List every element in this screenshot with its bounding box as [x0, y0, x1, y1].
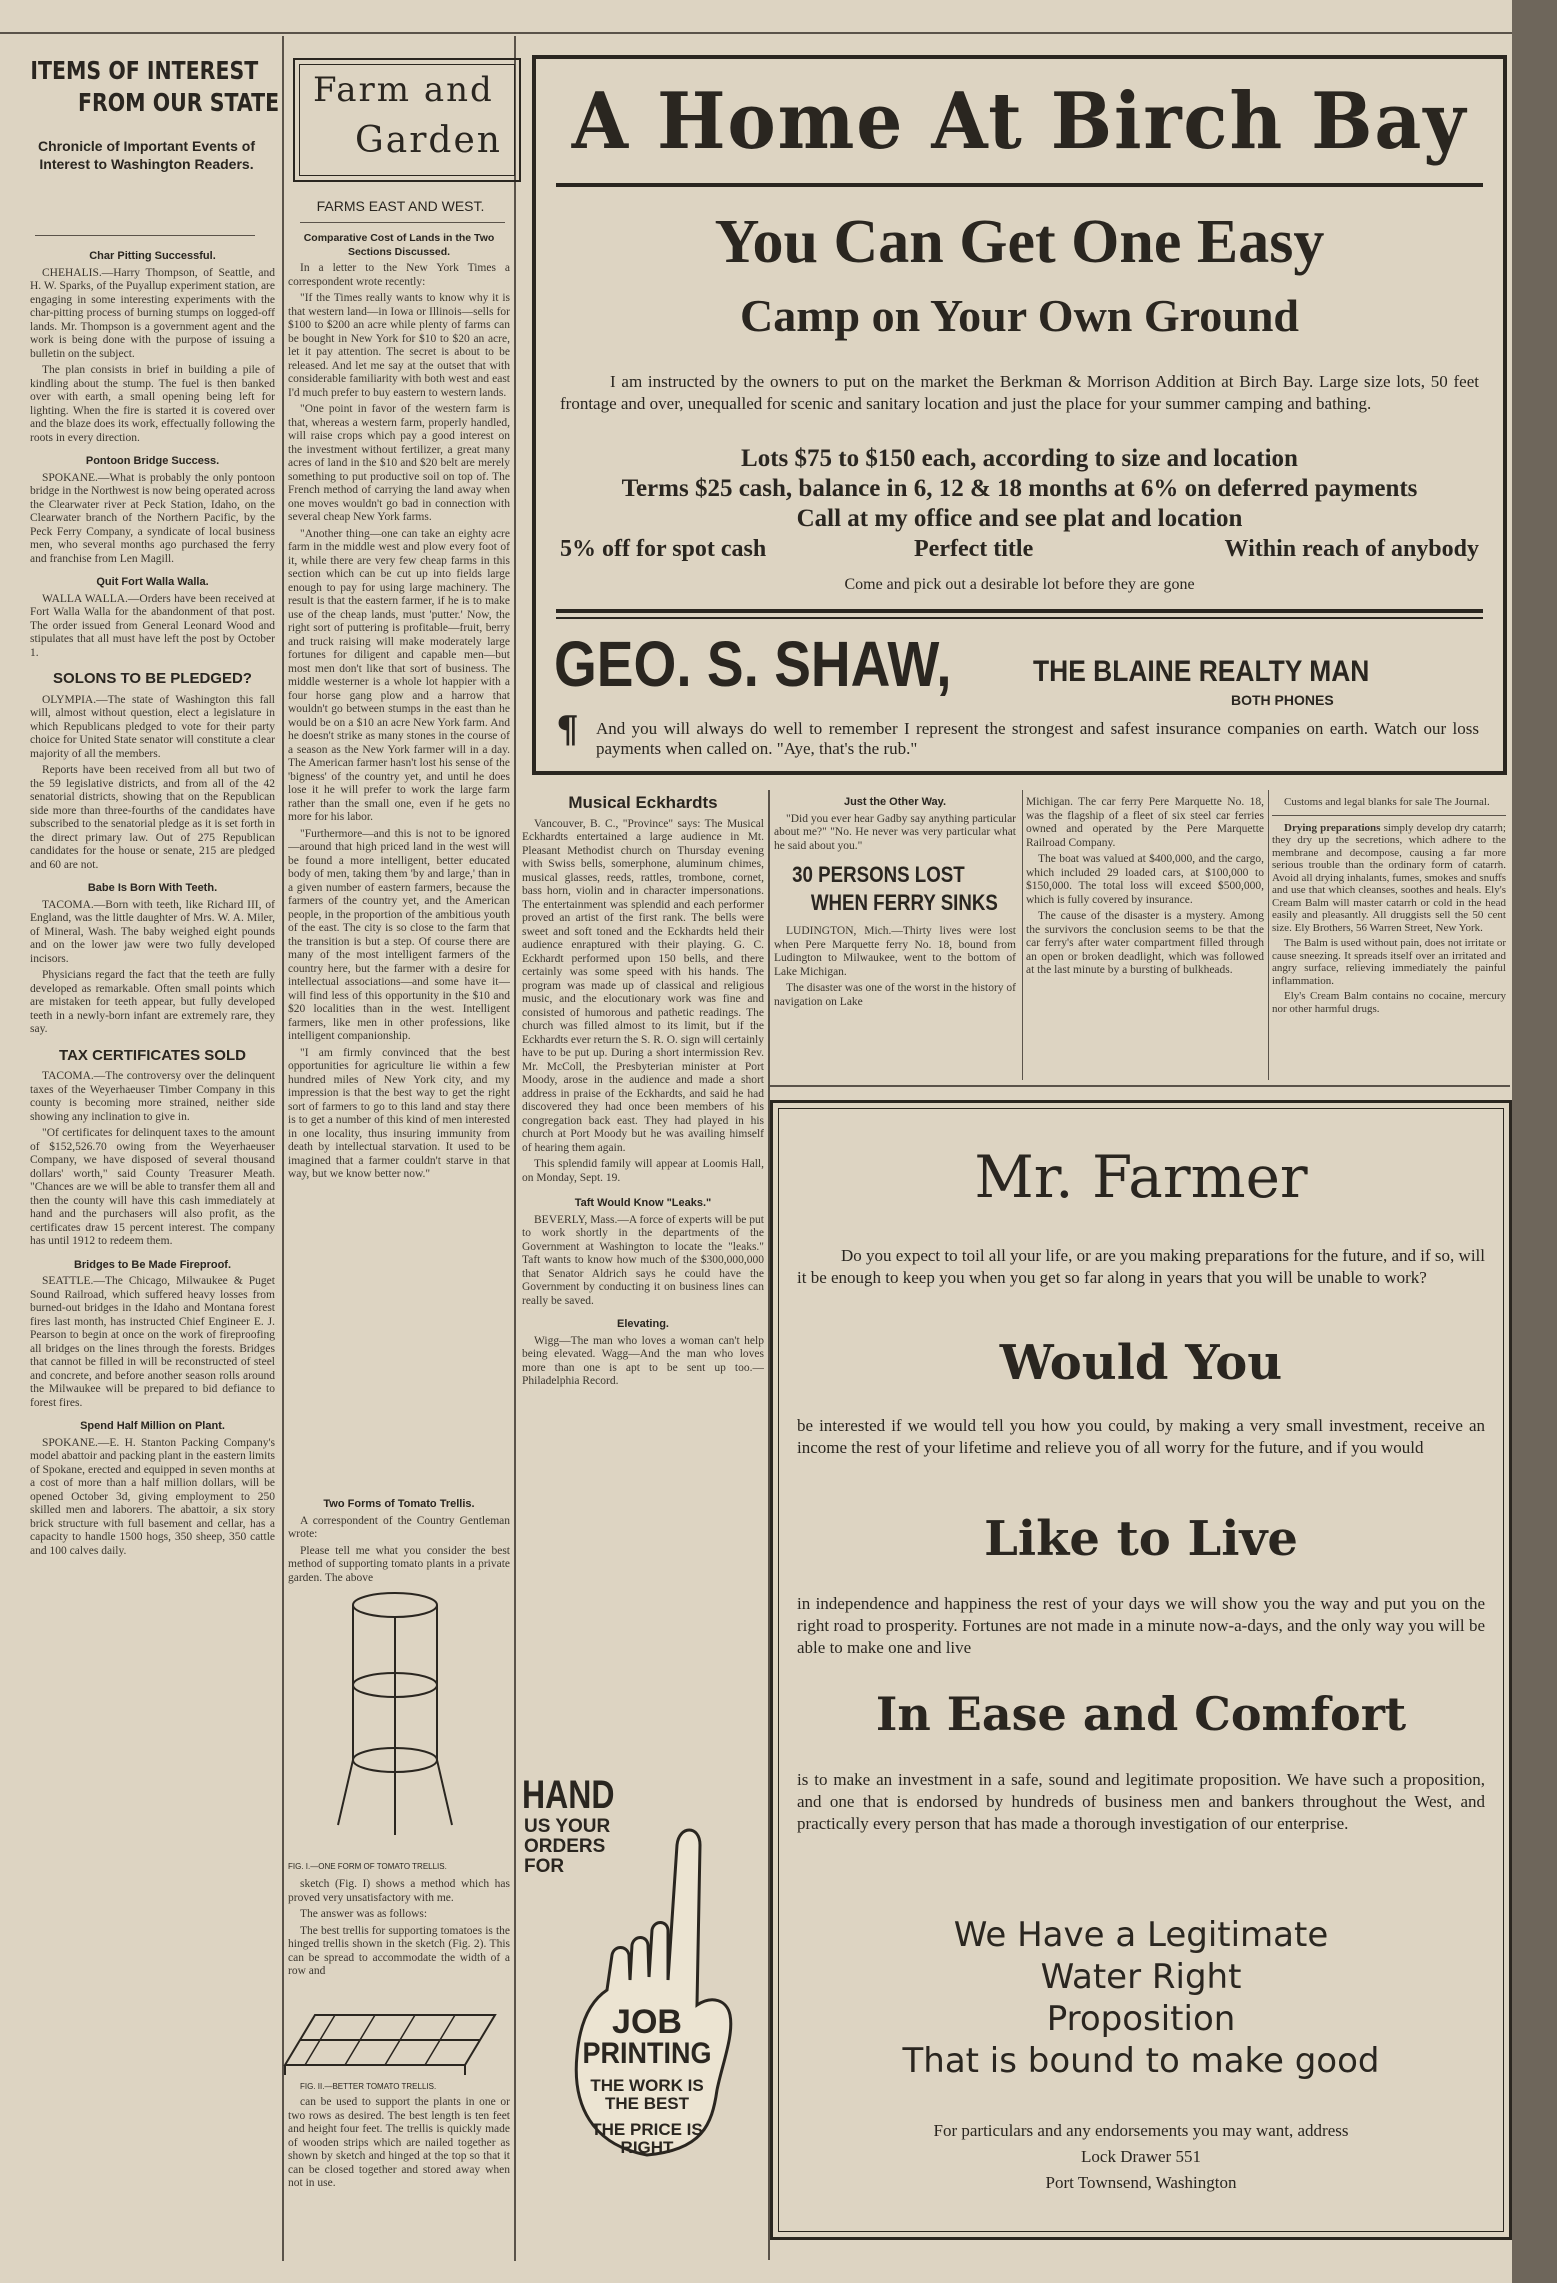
- column-rule: [1022, 790, 1023, 1080]
- article-paragraph: Please tell me what you consider the best method of supporting tomato plants in a private garden. The above: [288, 1544, 510, 1584]
- article-paragraph: The best trellis for supporting tomatoes is the hinged trellis shown in the sketch (Fig. 2). This can be spread to accommodate the width of a row and: [288, 1924, 510, 1977]
- tomato-article-end: [288, 2096, 510, 2261]
- article-paragraph: sketch (Fig. I) shows a method which has proved very unsatisfactory with me.: [288, 1878, 510, 1904]
- tomato-article-middle: [288, 1878, 510, 1998]
- article-paragraph: SPOKANE.—What is probably the only pontoon bridge in the Northwest is now being operated across the Clearwater river at Peck Station, Idaho, on the Clearwater branch of the Northern Pacific, by the Peck Ferry Company, a syndicate of local business men, who several months ago purchased the ferry and franchise from Len Magill.: [30, 471, 275, 565]
- article-paragraph: The disaster was one of the worst in the history of navigation on Lake: [774, 982, 1016, 1008]
- farmer-heading-like-to-live: Like to Live: [984, 1511, 1298, 1567]
- shaw-name: GEO. S. SHAW,: [554, 628, 952, 700]
- journal-notice: Customs and legal blanks for sale The Journal.: [1284, 796, 1490, 808]
- article-heading: Just the Other Way.: [843, 796, 947, 808]
- column-rule: [282, 36, 284, 2261]
- article-heading: Taft Would Know "Leaks.": [574, 1197, 712, 1209]
- farmer-address-3: Port Townsend, Washington: [1045, 2173, 1237, 2192]
- article-paragraph: The boat was valued at $400,000, and the cargo, which included 29 loaded cars, at $100,000 to $150,000. The total loss will exceed $500,000, which is fully covered by insurance.: [1026, 853, 1264, 906]
- article-paragraph: "If the Times really wants to know why it is that western land—in Iowa or Illinois—sells for $100 to $200 an acre while plenty of farms can be bought in New York for $10 to $20 an acre, let it pay attention. The secret is about to be released. And let me say at the outset that with considerable familiarity with both west and east I'd much prefer to buy eastern to western lands.: [288, 292, 510, 399]
- article-paragraph: The cause of the disaster is a mystery. Among the survivors the conclusion seems to be that the car ferry's after water compartment filled through an open or broken deadlight, which was followed at the last minute by a bursting of bulkheads.: [1026, 910, 1264, 976]
- hand-work-1: THE WORK IS: [590, 2076, 704, 2095]
- divider: [556, 617, 1483, 619]
- article-paragraph: SEATTLE.—The Chicago, Milwaukee & Puget Sound Railroad, which suffered heavy losses from burned-out bridges in the Idaho and Montana forest fires last month, has instructed Chief Engineer E. J. Pearson to begin at once on the work of fireproofing all bridges on the lines through the forests. Bridges that cannot be filled in will be reconstructed of steel and concrete, and before another season rolls around the Milwaukee will be prepared to bid defiance to forest fires.: [30, 1275, 275, 1409]
- divider: [556, 183, 1483, 187]
- divider: [770, 1085, 1510, 1087]
- farmer-legit-4: That is bound to make good: [902, 2041, 1380, 2081]
- article-paragraph: Wigg—The man who loves a woman can't help being elevated. Wagg—And the man who loves more than one is apt to be sent up too.—Philadelphia Record.: [522, 1334, 764, 1387]
- article-paragraph: CHEHALIS.—Harry Thompson, of Seattle, and H. W. Sparks, of the Puyallup experiment station, are engaging in some interesting experiments with the char-pitting process of burning stumps on logged-off lands. Mr. Thompson is a government agent and the work is being done with the purpose of issuing a bulletin on the subject.: [30, 266, 275, 360]
- article-paragraph: Vancouver, B. C., "Province" says: The Musical Eckhardts entertained a large audience in Mt. Pleasant Methodist church on Thursday evening with Swiss bells, somerphone, aluminum chimes, musical glasses, reeds, rattles, trombone, cornet, bass horn, violin and in character impersonations. The entertainment was splendid and each performer proved an artist of the first rank. The bells were sweet and soft toned and the Eckhardts held their audience enraptured with their playing. G. C. Eckhardt performed upon 150 bells, and there certainly was some speed with his hands. The program was made up of classical and religious music, and the elocutionary work was fine and consisted of humorous and pathetic readings. The church was filled almost to its limit, but if the Eckhardts ever return the S. R. O. sign will certainly have to be put up. During a short intermission Rev. Mr. McColl, the Presbyterian minister at Port Moody, arose in the audience and made a short address in praise of the Eckhardts, and said he had discovered they had once been members of his congregation back east. They had played in his church at Port Moody but he was availing himself of hearing them again.: [522, 817, 764, 1154]
- article-paragraph: BEVERLY, Mass.—A force of experts will be put to work shortly in the departments of the Government at Washington to locate the "leaks." Taft wants to know how much of the $300,000,000 that Senator Aldrich says he could have the Government by conducting it on business lines can really be saved.: [522, 1213, 764, 1307]
- birch-discount: 5% off for spot cash: [560, 536, 767, 562]
- state-news-subtitle: Chronicle of Important Events of Interest to Washington Readers.: [37, 138, 255, 172]
- article-heading: Bridges to Be Made Fireproof.: [73, 1258, 232, 1271]
- farmer-heading-ease: In Ease and Comfort: [875, 1687, 1407, 1741]
- state-news-title-1: ITEMS OF INTEREST: [30, 56, 259, 85]
- hand-text-4: FOR: [524, 1856, 565, 1877]
- column-2-text: [288, 226, 510, 1491]
- farmer-heading-would-you: Would You: [999, 1335, 1283, 1391]
- column-4-text: [774, 796, 1016, 1080]
- article-paragraph: A correspondent of the Country Gentleman wrote:: [288, 1514, 510, 1540]
- farmer-paragraph-1: Do you expect to toil all your life, or are you making preparations for the future, and if so, will it be enough to keep you when you get so far along in years that you will be unable to work?: [797, 1246, 1485, 1287]
- shaw-tagline: THE BLAINE REALTY MAN: [1033, 655, 1370, 688]
- article-heading: Quit Fort Walla Walla.: [96, 576, 209, 588]
- job-printing-ad: [522, 1775, 764, 2175]
- article-heading: Spend Half Million on Plant.: [80, 1420, 225, 1432]
- farmer-address-2: Lock Drawer 551: [1081, 2147, 1201, 2166]
- birch-call: Call at my office and see plat and location: [796, 505, 1243, 532]
- farm-garden-logo: [293, 58, 521, 182]
- farm-logo-line-1: Farm and: [313, 70, 494, 110]
- article-heading-large: TAX CERTIFICATES SOLD: [59, 1046, 246, 1064]
- column-1-text: [30, 244, 275, 2264]
- farmer-paragraph-2: be interested if we would tell you how you could, by making a very small investment, receive an income the rest of your lifetime and relieve you of all worry for the future, and if you would: [797, 1416, 1485, 1457]
- page-edge: [1512, 0, 1557, 2283]
- divider: [300, 222, 505, 223]
- ferry-headline: [792, 861, 998, 917]
- birch-title-note: Perfect title: [914, 536, 1034, 562]
- article-paragraph: can be used to support the plants in one or two rows as desired. The best length is ten feet and height four feet. The trellis is quickly made of wooden strips which are nailed together as shown by sketch and hinged at the top so that it can be closed together and stored away when not in use.: [288, 2096, 510, 2189]
- article-paragraph: LUDINGTON, Mich.—Thirty lives were lost when Pere Marquette ferry No. 18, bound from Ludington to Milwaukee, went to the bottom of Lake Michigan.: [774, 925, 1016, 978]
- article-paragraph: Reports have been received from all but two of the 59 legislative districts, and from all of the 42 senatorial districts, showing that on the Republican side more than three-fourths of the candidates have subscribed to the senatorial pledge as it is set forth in the direct primary law. Out of 275 Republican candidates for the house or senate, 215 are pledged and 60 are not.: [30, 764, 275, 871]
- shaw-insurance: And you will always do well to remember I represent the strongest and safest insurance companies on earth. Watch our loss payments when called on. "Aye, that's the rub.": [596, 719, 1479, 758]
- hand-job: JOB: [612, 2003, 682, 2041]
- farmer-paragraph-4: is to make an investment in a safe, sound and legitimate proposition. We have such a proposition, and one that is endorsed by hundreds of business men and bankers throughout the West, and practically every person that has made a thorough investigation of our enterprise.: [797, 1770, 1485, 1833]
- farmer-paragraph-3: in independence and happiness the rest of your days we will show you the way and put you on the right road to prosperity. Fortunes are not made in a minute now-a-days, and the only way you will be able to make one and live: [797, 1594, 1485, 1657]
- birch-lots: Lots $75 to $150 each, according to size and location: [741, 445, 1298, 472]
- mr-farmer-ad: [770, 1100, 1512, 2240]
- article-paragraph: The answer was as follows:: [300, 1908, 428, 1920]
- article-paragraph: SPOKANE.—E. H. Stanton Packing Company's model abattoir and packing plant in the eastern limits of Spokane, erected and equipped in seven months at a cost of more than a half million dollars, will be opened October 3d, giving employment to 250 skilled men and laborers. The abattoir, a six story brick structure with full basement and cellar, has a capacity to handle 1500 hogs, 350 sheep, 350 cattle and 100 calves daily.: [30, 1436, 275, 1557]
- divider: [556, 609, 1483, 613]
- birch-terms: Terms $25 cash, balance in 6, 12 & 18 months at 6% on deferred payments: [621, 475, 1418, 502]
- birch-bay-ad: [532, 55, 1507, 775]
- hand-text-1: HAND: [522, 1773, 615, 1817]
- column-6-text: [1272, 796, 1506, 1080]
- article-paragraph: Michigan. The car ferry Pere Marquette No. 18, was the flagship of a fleet of six steel car ferries owned and operated by the Pere Marquette Railroad Company.: [1026, 796, 1264, 849]
- article-paragraph: The plan consists in brief in building a pile of kindling about the stump. The fuel is then banked over with earth, a small opening being left for lighting. When the fire is started it is covered over and the blaze does its work, effectually following the roots in every direction.: [30, 364, 275, 444]
- article-heading-large: Musical Eckhardts: [568, 793, 718, 812]
- ad-paragraph: The Balm is used without pain, does not irritate or cause sneezing. It spreads itself over an irritated and angry surface, relieving immediately the painful inflammation.: [1272, 937, 1506, 987]
- article-paragraph: TACOMA.—Born with teeth, like Richard III, of England, was the little daughter of Mrs. W. A. Miler, of Mineral, Wash. The baby weighed eight pounds and on the lower jaw were two fully developed incisors.: [30, 898, 275, 965]
- article-heading: Pontoon Bridge Success.: [85, 455, 220, 467]
- figure-caption: FIG. II.—BETTER TOMATO TRELLIS.: [300, 2082, 437, 2091]
- article-heading: Elevating.: [617, 1318, 669, 1330]
- article-paragraph: In a letter to the New York Times a correspondent wrote recently:: [288, 262, 510, 288]
- birch-line-2: Camp on Your Own Ground: [740, 290, 1299, 341]
- birch-line-1: You Can Get One Easy: [714, 208, 1325, 276]
- hand-text-3: ORDERS: [524, 1836, 606, 1857]
- divider: [35, 235, 255, 236]
- hand-price-2: RIGHT: [620, 2138, 674, 2157]
- trellis-illustration-2: [275, 2000, 515, 2080]
- article-paragraph: "Another thing—one can take an eighty acre farm in the middle west and plow every foot of it, while there are very few cheap farms in this section which can be cut up into fields large enough to pay for using large machinery. The result is that the eastern farmer, if he is to make use of the cheap lands, must 'putter.' Now, the right sort of puttering is profitable—fruit, berry and truck raising will make moderately large fortunes for diligent and capable men—but most men don't like that sort of business. The middle westerner is a whole lot happier with a four horse gang plow and a harrow that wouldn't go between stumps in the east than he would be on a $10 an acre New York farm. And he doesn't strike as many stones in the course of a season as the New York farmer will in a day. The American farmer hasn't lost his sense of the 'bigness' of the country yet, and until he does lose it he will prefer to work the large farm rather than the small one, even if he gets no more for his labor.: [288, 527, 510, 823]
- article-paragraph: Physicians regard the fact that the teeth are fully developed as remarkable. Often small points which are mistaken for teeth appear, but fully developed teeth in a newly-born infant are extremely rare, they say.: [30, 969, 275, 1035]
- farmer-title: Mr. Farmer: [974, 1143, 1308, 1211]
- birch-description: I am instructed by the owners to put on the market the Berkman & Morrison Addition at Birch Bay. Large size lots, 50 feet frontage and over, unequalled for scenic and sanitary location and just the place for your summer camping and bathing.: [560, 372, 1479, 413]
- ad-heading: Drying preparations: [1284, 821, 1381, 834]
- hand-price-1: THE PRICE IS: [591, 2120, 703, 2139]
- state-news-title-2: FROM OUR STATE: [77, 88, 280, 117]
- farmer-legit-1: We Have a Legitimate: [953, 1915, 1329, 1955]
- trellis-illustration-1: [320, 1585, 470, 1855]
- article-paragraph: "One point in favor of the western farm is that, whereas a western farm, properly handled, will raise crops which pay a good interest on the investment without fertilizer, a great many acres of land in the $10 and $20 belt are merely something to put productive soil on top of. The French method of carrying the land away when one moves wouldn't go bad in connection with several cheap New York farms.: [288, 403, 510, 523]
- birch-bay-title: A Home At Birch Bay: [571, 76, 1468, 167]
- ad-paragraph: simply develop dry catarrh; they dry up the secretions, which adhere to the membrane and decompose, causing a far more serious trouble than the ordinary form of catarrh. Avoid all drying inhalants, fumes, smokes and snuffs and use that which cleanses, soothes and heals. Ely's Cream Balm will master catarrh or cold in the head easily and pleasantly. All druggists sell the 50 cent size. Ely Brothers, 56 Warren Street, New York.: [1272, 821, 1506, 934]
- farmer-address-1: For particulars and any endorsements you may want, address: [933, 2121, 1349, 2140]
- ad-paragraph: Ely's Cream Balm contains no cocaine, mercury nor other harmful drugs.: [1272, 990, 1506, 1015]
- column-1-header: [14, 55, 279, 173]
- farmer-legit-3: Proposition: [1046, 1999, 1236, 2039]
- article-paragraph: This splendid family will appear at Loomis Hall, on Monday, Sept. 19.: [522, 1158, 764, 1184]
- figure-caption: FIG. I.—ONE FORM OF TOMATO TRELLIS.: [288, 1862, 447, 1871]
- article-paragraph: "Furthermore—and this is not to be ignored—around that high priced land in the west will be found a more intelligent, better educated body of men, taking them 'by and large,' than in a given number of eastern farmers, because the farmers of the country yet, and the American people, in the proportion of the ambitious youth of the east. The city is so close to the farm that the transition is but a step. Of course there are many of the most intelligent farmers of the country here, but the farmer with a desire for intellectual associations—and some have it—will find less of this opportunity in the $10 and $20 localities than in the west. Intelligent farmers, like men in other professions, like intelligent companionship.: [288, 827, 510, 1042]
- farmer-legit-2: Water Right: [1040, 1957, 1242, 1997]
- divider: [1272, 815, 1506, 816]
- article-heading: Char Pitting Successful.: [89, 250, 216, 262]
- shaw-phones: BOTH PHONES: [1231, 692, 1334, 708]
- tomato-article-intro: [288, 1492, 510, 1597]
- article-heading: Babe Is Born With Teeth.: [87, 882, 218, 894]
- top-rule: [0, 32, 1515, 34]
- farm-subtitle: FARMS EAST AND WEST.: [316, 198, 485, 214]
- article-paragraph: "Of certificates for delinquent taxes to the amount of $152,526.70 owing from the Weyerhaeuser Company, we have disposed of several thousand dollars' worth," said County Treasurer Meath. "Chances are we will be able to transfer them all and then the county will have this cash immediately at hand and the purchasers will also profit, as the certificates draw 15 percent interest. The company has until 1912 to redeem them.: [30, 1127, 275, 1247]
- ferry-headline-1: 30 PERSONS LOST: [792, 862, 965, 887]
- farm-logo-line-2: Garden: [355, 120, 502, 161]
- article-paragraph: "I am firmly convinced that the best opportunities for agriculture lie within a few hundred miles of New York city, and my impression is that the best way to get the right sort of farmers to go to this land and stay there is to get a number of this kind of men interested in one locality, thus insuring immunity from death by intellectual starvation. It used to be imagined that a farmer couldn't starve in that way, but we know better now.": [288, 1046, 510, 1180]
- article-heading: Two Forms of Tomato Trellis.: [323, 1498, 475, 1510]
- birch-come: Come and pick out a desirable lot before they are gone: [844, 576, 1195, 593]
- article-paragraph: WALLA WALLA.—Orders have been received at Fort Walla Walla for the abandonment of that post. The order issued from General Leonard Wood and stipulates that all must have left the post by October 1.: [30, 592, 275, 659]
- article-heading: Comparative Cost of Lands in the Two Sections Discussed.: [303, 232, 495, 258]
- hand-printing: PRINTING: [582, 2037, 712, 2070]
- birch-reach: Within reach of anybody: [1224, 536, 1479, 562]
- hand-text-2: US YOUR: [524, 1816, 611, 1837]
- hand-work-2: THE BEST: [604, 2094, 690, 2113]
- column-rule: [1268, 790, 1269, 1080]
- article-paragraph: OLYMPIA.—The state of Washington this fall will, almost without question, elect a legislature in which Republicans pledged to vote for their party choice for United State senator will constitute a clear majority of all the members.: [30, 693, 275, 760]
- column-rule: [514, 36, 516, 2261]
- column-3-text: [522, 790, 764, 1670]
- article-paragraph: TACOMA.—The controversy over the delinquent taxes of the Weyerhaeuser Timber Company in this county is becoming more strained, neither side showing any inclination to give in.: [30, 1070, 275, 1123]
- article-paragraph: "Did you ever hear Gadby say anything particular about me?" "No. He never was very particular what he said about you.": [774, 812, 1016, 852]
- column-5-text: [1026, 796, 1264, 1080]
- ferry-headline-2: WHEN FERRY SINKS: [810, 890, 998, 915]
- article-heading-large: SOLONS TO BE PLEDGED?: [53, 670, 252, 687]
- pilcrow-icon: ¶: [556, 709, 579, 751]
